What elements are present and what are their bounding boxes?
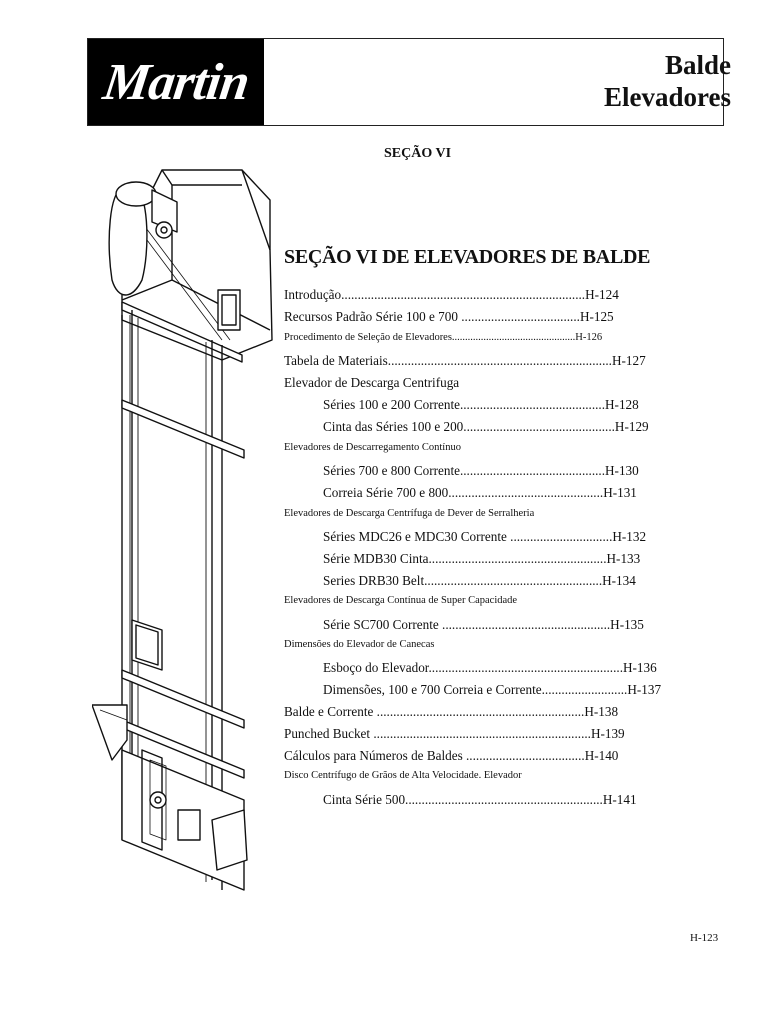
martin-logo	[88, 39, 264, 125]
toc-item-tabela: Tabela de Materiais....................................................................H-127	[284, 353, 646, 368]
toc-item-cinta-100-200: Cinta das Séries 100 e 200..............................................H-129	[323, 419, 649, 434]
logo-text: Martin	[99, 53, 253, 111]
toc-item-introducao: Introdução..........................................................................H-124	[284, 287, 619, 302]
toc-item-procedimento: Procedimento de Seleção de Elevadores...............................................H-126	[284, 332, 603, 343]
toc-item-cinta-500: Cinta Série 500............................................................H-141	[323, 792, 637, 807]
toc-item-calculos: Cálculos para Números de Baldes ....................................H-140	[284, 748, 619, 763]
section-label: SEÇÃO VI	[384, 146, 452, 161]
toc-heading-serralheria: Elevadores de Descarga Centrífuga de Dever de Serralheria	[284, 508, 535, 519]
toc-item-series-100-200-corrente: Séries 100 e 200 Corrente............................................H-128	[323, 397, 639, 412]
toc-item-punched-bucket: Punched Bucket ..................................................................H-139	[284, 726, 625, 741]
toc-item-esboco: Esboço do Elevador...........................................................H-136	[323, 660, 657, 675]
toc-item-drb30: Series DRB30 Belt......................................................H-134	[323, 573, 636, 588]
page-number: H-123	[690, 932, 719, 944]
toc-item-sc700: Série SC700 Corrente ...................................................H-135	[323, 617, 644, 632]
toc-item-balde-corrente: Balde e Corrente ...............................................................H-138	[284, 704, 619, 719]
toc-item-correia-700-800: Correia Série 700 e 800...............................................H-131	[323, 485, 637, 500]
toc-title: SEÇÃO VI DE ELEVADORES DE BALDE	[284, 246, 651, 268]
toc-heading-centrifuga: Elevador de Descarga Centrifuga	[284, 375, 460, 390]
toc-item-recursos: Recursos Padrão Série 100 e 700 ....................................H-125	[284, 309, 614, 324]
toc-item-mdb30: Série MDB30 Cinta......................................................H-133	[323, 551, 641, 566]
toc-item-mdc26-mdc30: Séries MDC26 e MDC30 Corrente ...............................H-132	[323, 529, 647, 544]
header-title	[604, 49, 731, 113]
toc-item-dimensoes-100-700: Dimensões, 100 e 700 Correia e Corrente..........................H-137	[323, 682, 662, 697]
toc-heading-dimensoes: Dimensões do Elevador de Canecas	[284, 639, 435, 650]
header-title-line2: Elevadores	[604, 82, 731, 112]
header-title-line1: Balde	[664, 50, 731, 80]
toc-item-series-700-800: Séries 700 e 800 Corrente............................................H-130	[323, 463, 639, 478]
bucket-elevator-illustration	[92, 160, 282, 900]
header-box	[87, 38, 731, 126]
toc-heading-super-capacidade: Elevadores de Descarga Contínua de Super Capacidade	[284, 595, 518, 606]
toc-heading-disco-centrifugo: Disco Centrífugo de Grãos de Alta Velocidade. Elevador	[284, 770, 522, 781]
toc-heading-continuo: Elevadores de Descarregamento Contínuo	[284, 442, 461, 453]
